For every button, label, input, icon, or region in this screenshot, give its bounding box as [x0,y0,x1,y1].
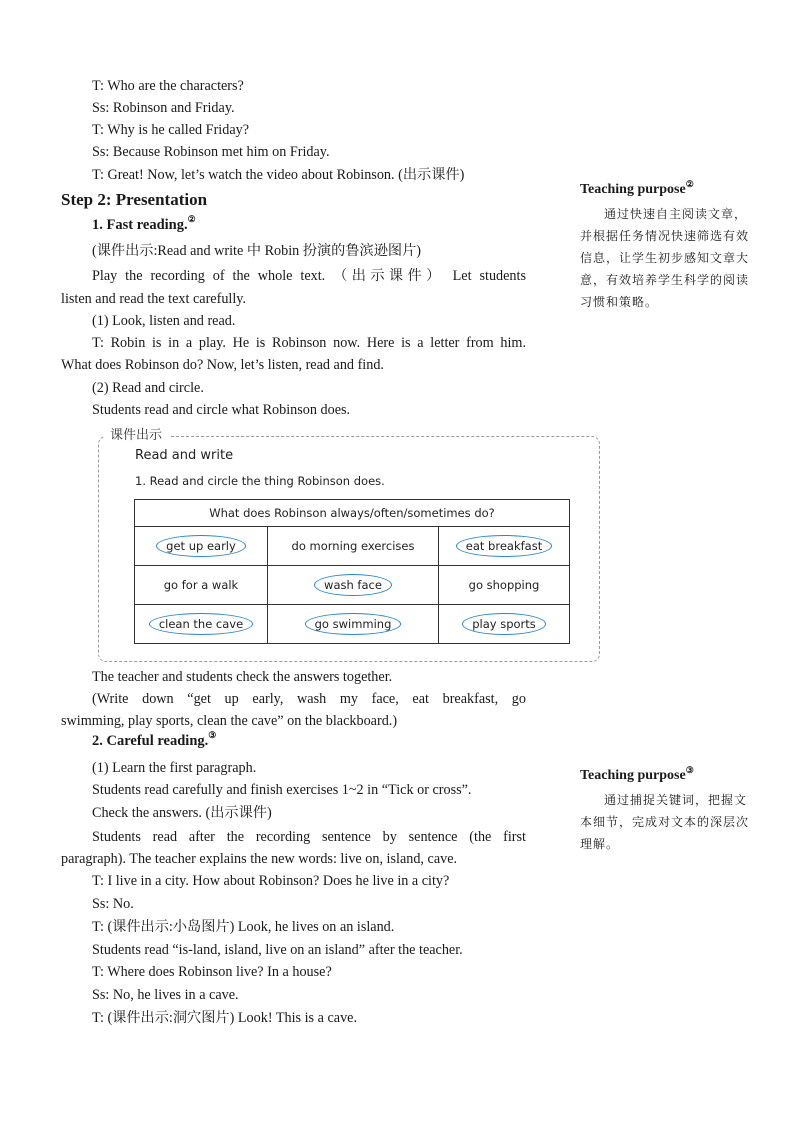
teaching-purpose-note: ② [685,179,694,189]
careful-line: Students read “is-land, island, live on an island” after the teacher. [92,942,463,958]
play-paragraph: Play the recording of the whole text. （出示课件） Let students [92,268,526,284]
careful-line: Ss: No, he lives in a cave. [92,987,239,1003]
careful-line: T: Where does Robinson live? In a house? [92,964,332,980]
recording-paragraph-cont: paragraph). The teacher explains the new words: live on, island, cave. [61,851,458,867]
step2-heading: Step 2: Presentation [61,190,208,209]
intro-line: T: Who are the characters? [92,78,244,94]
read-write-instruction: 1. Read and circle the thing Robinson does. [135,474,385,488]
intro-line: T: Great! Now, let’s watch the video about Robinson. (出示课件) [92,167,465,183]
careful-reading-title: 2. Careful reading. [92,733,209,749]
write-paragraph: (Write down “get up early, wash my face, eat breakfast, go [92,691,526,707]
circle-instruction: Students read and circle what Robinson does. [92,402,351,418]
table-header: What does Robinson always/often/sometimes do? [135,500,570,527]
recording-paragraph: Students read after the recording sentence by sentence (the first [92,829,526,845]
intro-line: Ss: Robinson and Friday. [92,100,235,116]
play-paragraph-cont: listen and read the text carefully. [61,291,247,307]
fast-reading-heading [92,214,196,234]
table-cell-circled: clean the cave [149,613,253,635]
careful-line: T: I live in a city. How about Robinson? Does he live in a city? [92,873,450,889]
teaching-purpose-title [580,179,694,198]
intro-line: T: Why is he called Friday? [92,122,250,138]
table-cell: go shopping [439,566,570,605]
careful-line: T: (课件出示:洞穴图片) Look! This is a cave. [92,1010,358,1026]
table-cell-circled: eat breakfast [456,535,552,557]
robin-paragraph: T: Robin is in a play. He is Robinson now. Here is a letter from him. [92,335,526,351]
teaching-purpose-note: ③ [685,765,694,775]
table-row [135,527,570,566]
careful-line: (1) Learn the first paragraph. [92,760,257,776]
teaching-purpose-title [580,765,694,784]
careful-line: Ss: No. [92,896,134,912]
teaching-purpose-label: Teaching purpose [580,768,686,783]
careful-line: T: (课件出示:小岛图片) Look, he lives on an island. [92,919,395,935]
careful-line: Check the answers. (出示课件) [92,805,272,821]
fast-reading-note: ② [187,214,196,224]
teaching-purpose-label: Teaching purpose [580,182,686,197]
intro-line: Ss: Because Robinson met him on Friday. [92,144,330,160]
table-cell-circled: go swimming [305,613,402,635]
table-row [135,566,570,605]
courseware-badge: 课件出示 [104,426,170,446]
write-paragraph-cont: swimming, play sports, clean the cave” on the blackboard.) [61,713,398,729]
teaching-purpose-text: 通过快速自主阅读文章，并根据任务情况快速筛选有效信息，让学生初步感知文章大意，有效培养学生科学的阅读习惯和策略。 [580,207,750,309]
teaching-purpose-text: 通过捕捉关键词，把握文本细节，完成对文本的深层次理解。 [580,793,750,851]
careful-line: Students read carefully and finish exercises 1~2 in “Tick or cross”. [92,782,472,798]
step-read-circle: (2) Read and circle. [92,380,204,396]
table-cell-circled: play sports [462,613,546,635]
step-look-listen: (1) Look, listen and read. [92,313,236,329]
check-line: The teacher and students check the answers together. [92,669,393,685]
fast-reading-title: 1. Fast reading. [92,217,188,233]
table-cell-circled: get up early [156,535,246,557]
careful-reading-heading [92,730,217,750]
read-write-title: Read and write [135,448,234,463]
activity-table [134,499,570,644]
courseware-line: (课件出示:Read and write 中 Robin 扮演的鲁滨逊图片) [92,243,422,259]
table-row [135,605,570,644]
table-cell: go for a walk [135,566,268,605]
table-cell: do morning exercises [268,527,439,566]
robin-paragraph-cont: What does Robinson do? Now, let’s listen, read and find. [61,357,384,373]
careful-reading-note: ③ [208,730,217,740]
table-cell-circled: wash face [314,574,392,596]
